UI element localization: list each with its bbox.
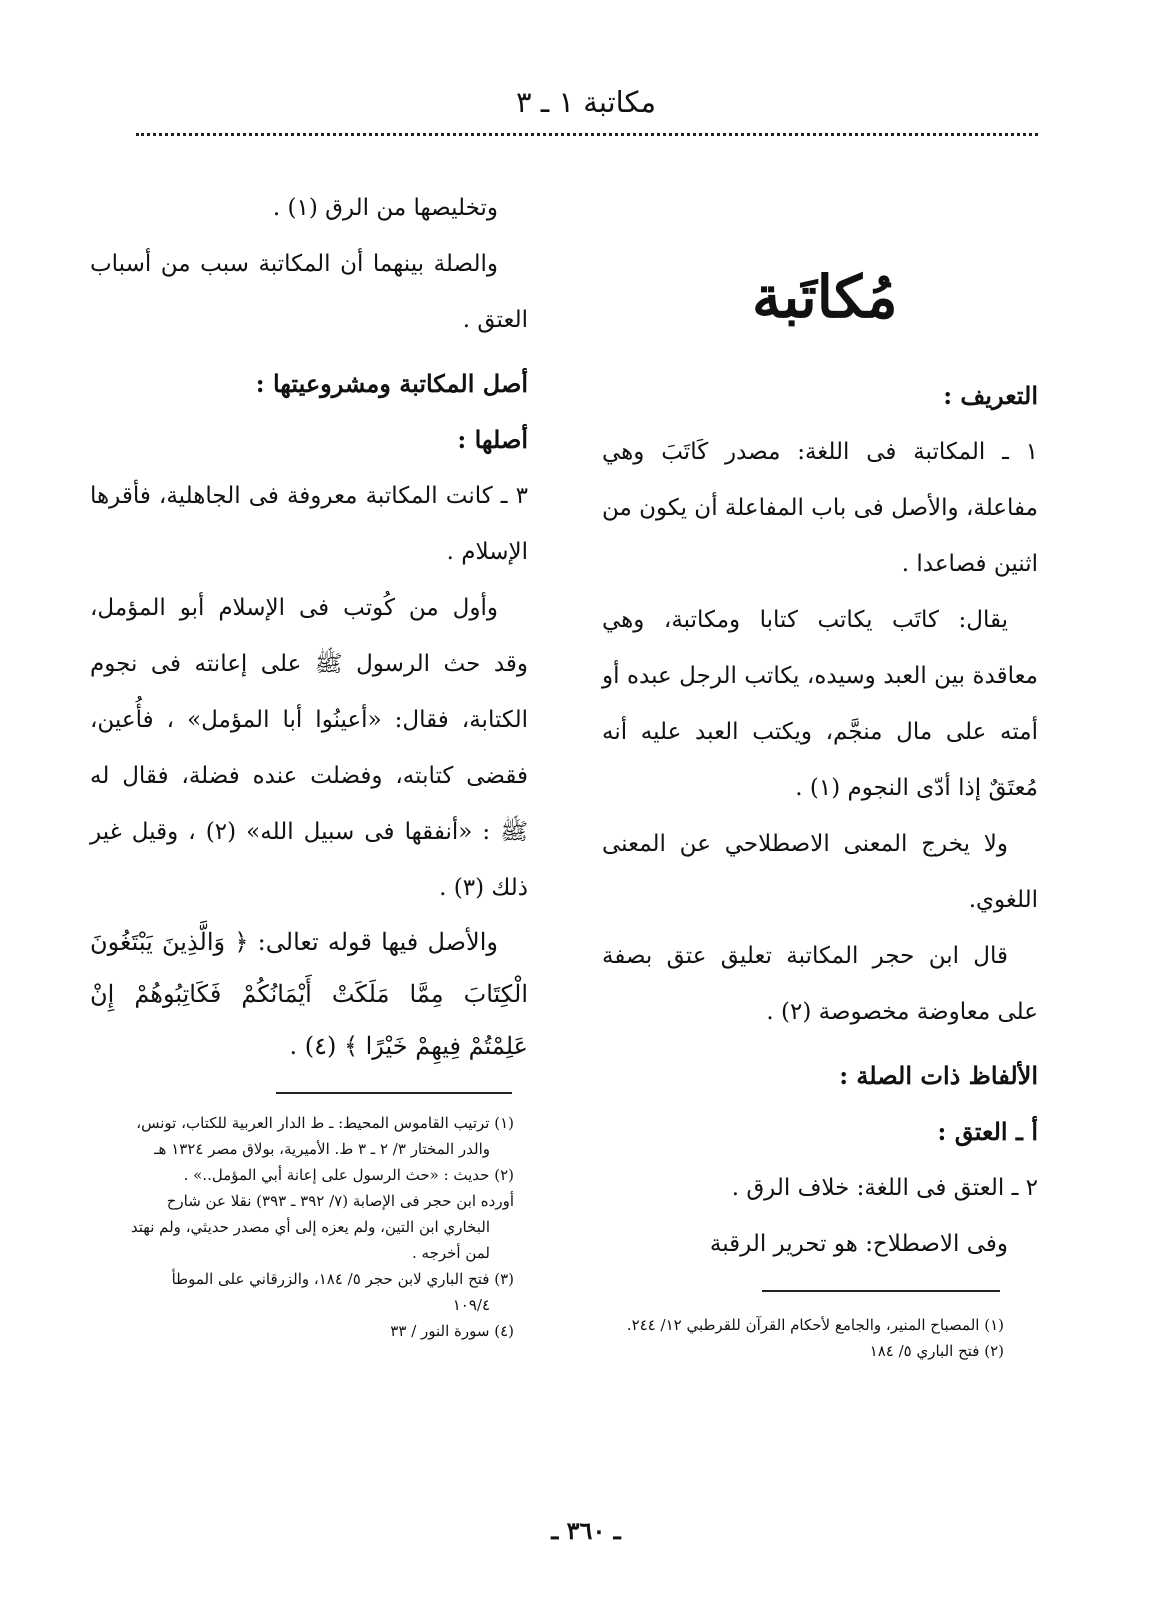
heading-related-terms: الألفاظ ذات الصلة : <box>839 1061 1038 1090</box>
paragraph-relation: والصلة بينهما أن المكاتبة سبب من أسباب العتق . <box>90 251 528 333</box>
footnote-left-line: (٤) سورة النور / ٣٣ <box>390 1322 514 1340</box>
left-column <box>90 180 528 1072</box>
paragraph-quran-verse: والأصل فيها قوله تعالى: ﴿ وَالَّذِينَ يَبْتَغُونَ الْكِتَابَ مِمَّا مَلَكَتْ أَيْمَانُكُمْ فَكَاتِبُوهُمْ إِنْ عَلِمْتُمْ فِيهِمْ خَيْرًا ﴾ (٤) . <box>90 928 528 1060</box>
heading-itq: أ ـ العتق : <box>937 1117 1038 1146</box>
right-column <box>602 180 1038 1272</box>
paragraph-abu-al-muammal: وأول من كُوتب فى الإسلام أبو المؤمل، وقد حث الرسول ﷺ على إعانته فى نجوم الكتابة، فقال: «أعينُوا أبا المؤمل» ، فأُعين، فقضى كتابته، وفضلت عنده فضلة، فقال له ﷺ : «أنفقها فى سبيل الله» (٢) ، وقيل غير ذلك (٣) . <box>90 595 529 901</box>
footnote-right-2: (٢) فتح الباري ٥/ ١٨٤ <box>869 1342 1004 1360</box>
paragraph-technical-meaning: ولا يخرج المعنى الاصطلاحي عن المعنى اللغوي. <box>602 831 1038 913</box>
footnotes-right <box>578 1312 1004 1364</box>
page-number: ـ ٣٦٠ ـ <box>551 1516 621 1545</box>
footnote-left-line: لمن أخرجه . <box>412 1244 490 1262</box>
paragraph-continuation: وتخليصها من الرق (١) . <box>272 195 498 221</box>
footnote-left-line: (٢) حديث : «حث الرسول على إعانة أبي المؤمل..» . <box>183 1166 514 1184</box>
paragraph-itq-technical: وفى الاصطلاح: هو تحرير الرقبة <box>709 1231 1008 1257</box>
footnote-left-line: أورده ابن حجر فى الإصابة (٧/ ٣٩٢ ـ ٣٩٣) نقلا عن شارح <box>166 1192 514 1210</box>
footnote-left-line: (٣) فتح الباري لابن حجر ٥/ ١٨٤، والزرقاني على الموطأ <box>171 1270 514 1288</box>
paragraph-definition-language: ١ ـ المكاتبة فى اللغة: مصدر كَاتَبَ وهي مفاعلة، والأصل فى باب المفاعلة أن يكون من اثنين فصاعدا . <box>601 439 1038 577</box>
footnote-right-1: (١) المصباح المنير، والجامع لأحكام القرآن للقرطبي ١٢/ ٢٤٤. <box>626 1316 1004 1334</box>
paragraph-jahiliyya: ٣ ـ كانت المكاتبة معروفة فى الجاهلية، فأقرها الإسلام . <box>90 483 528 565</box>
footnote-left-line: (١) ترتيب القاموس المحيط: ـ ط الدار العربية للكتاب، تونس، <box>136 1114 514 1132</box>
entry-title: مُكاتَبة <box>752 263 898 331</box>
paragraph-itq-language: ٢ ـ العتق فى اللغة: خلاف الرق . <box>731 1175 1038 1201</box>
footnote-rule-right <box>762 1290 1000 1292</box>
footnote-left-line: البخاري ابن التين، ولم يعزه إلى أي مصدر حديثي، ولم نهتد <box>130 1218 490 1236</box>
running-header: مكاتبة ١ ـ ٣ <box>515 85 657 119</box>
footnote-rule-left <box>276 1092 512 1094</box>
footnotes-left <box>90 1110 514 1344</box>
paragraph-yuqal: يقال: كاتَب يكاتب كتابا ومكاتبة، وهي معاقدة بين العبد وسيده، يكاتب الرجل عبده أو أمته على مال منجَّم، ويكتب العبد عليه أنه مُعتَقٌ إذا أدّى النجوم (١) . <box>602 607 1038 801</box>
heading-asluha: أصلها : <box>457 425 528 454</box>
header-dotted-rule <box>136 133 1038 136</box>
paragraph-ibn-hajar: قال ابن حجر المكاتبة تعليق عتق بصفة على معاوضة مخصوصة (٢) . <box>602 943 1038 1025</box>
heading-origin: أصل المكاتبة ومشروعيتها : <box>255 369 528 398</box>
footnote-left-line: والدر المختار ٣/ ٢ ـ ٣ ط. الأميرية، بولاق مصر ١٣٢٤ هـ <box>154 1140 490 1158</box>
heading-definition: التعريف : <box>943 381 1038 410</box>
footnote-left-line: ١٠٩/٤ <box>452 1296 490 1314</box>
